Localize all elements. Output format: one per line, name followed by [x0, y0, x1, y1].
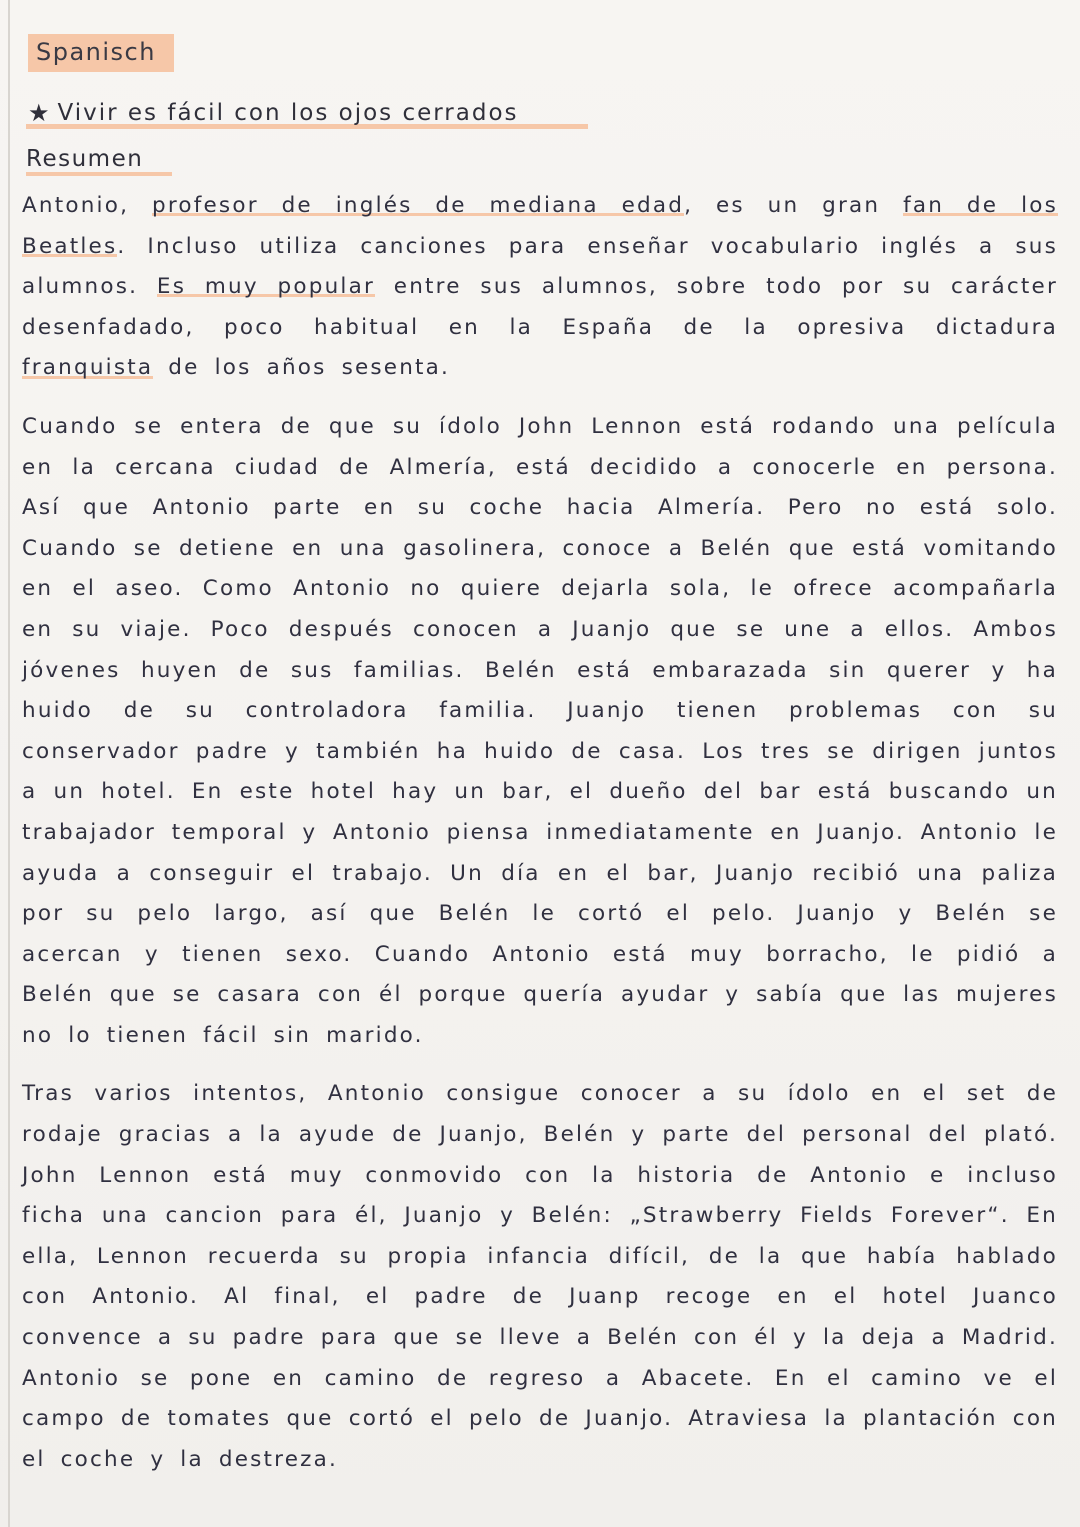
highlighted-phrase: profesor de inglés de mediana edad: [151, 193, 685, 218]
paragraph-1: [22, 186, 1058, 389]
margin-line: [8, 0, 10, 1527]
section-heading: Resumen: [26, 146, 144, 172]
text-segment: entre sus alumnos, sobre todo por su carácter desenfadado, poco habitual en la España de la opresiva dictadura: [22, 274, 1058, 340]
text-segment: . Incluso utiliza canciones para enseñar vocabulario inglés a sus alumnos.: [22, 233, 1058, 300]
text-segment: Antonio,: [22, 193, 152, 218]
subject-label: Spanisch: [28, 34, 174, 72]
page-title: Vivir es fácil con los ojos cerrados: [57, 100, 519, 126]
highlighted-phrase: fan de los Beatles: [22, 193, 1058, 259]
highlighted-phrase: Es muy popular: [156, 274, 375, 300]
star-icon: ★: [28, 99, 50, 127]
text-segment: Cuando se entera de que su ídolo John Lennon está rodando una película en la cercana ciudad de Almería, está decidido a conocerle en persona. Así que Antonio parte en su coche hacia Almería. Pero no está solo. Cuando se detiene en una gasolinera, conoce a Belén que está vomitando en el aseo. Como Antonio no quiere dejarla sola, le ofrece acompañarla en su viaje. Poco después conocen a Juanjo que se une a ellos. Ambos jóvenes huyen de sus familias. Belén está embarazada sin querer y ha huido de su controladora familia. Juanjo tienen problemas con su conservador padre y también ha huido de casa. Los tres se dirigen juntos a un hotel. En este hotel hay un bar, el dueño del bar está buscando un trabajador temporal y Antonio piensa inmediatamente en Juanjo. Antonio le ayuda a conseguir el trabajo. Un día en el bar, Juanjo recibió una paliza por su pelo largo, así que Belén le cortó el pelo. Juanjo y Belén se acercan y tienen sexo. Cuando Antonio está muy borracho, le pidió a Belén que se casara con él porque quería ayudar y sabía que las mujeres no lo tienen fácil sin marido.: [22, 413, 1058, 1048]
summary-body: [22, 186, 1058, 1498]
paragraph-2: [22, 407, 1058, 1057]
title-row: [28, 96, 588, 130]
text-segment: de los años sesenta.: [153, 355, 451, 381]
text-segment: , es un gran: [684, 193, 904, 218]
highlighted-phrase: franquista: [22, 355, 154, 381]
paragraph-3: [22, 1074, 1058, 1480]
section-heading-highlight: [26, 172, 172, 176]
text-segment: Tras varios intentos, Antonio consigue conocer a su ídolo en el set de rodaje gracias a la ayude de Juanjo, Belén y parte del personal del plató. John Lennon está muy conmovido con la historia de Antonio e incluso ficha una cancion para él, Juanjo y Belén: „Strawberry Fields Forever“. En ella, Lennon recuerda su propia infancia difícil, de la que había hablado con Antonio. Al final, el padre de Juanp recoge en el hotel Juanco convence a su padre para que se lleve a Belén con él y la deja a Madrid. Antonio se pone en camino de regreso a Abacete. En el camino ve el campo de tomates que cortó el pelo de Juanjo. Atraviesa la plantación con el coche y la destreza.: [22, 1081, 1058, 1472]
